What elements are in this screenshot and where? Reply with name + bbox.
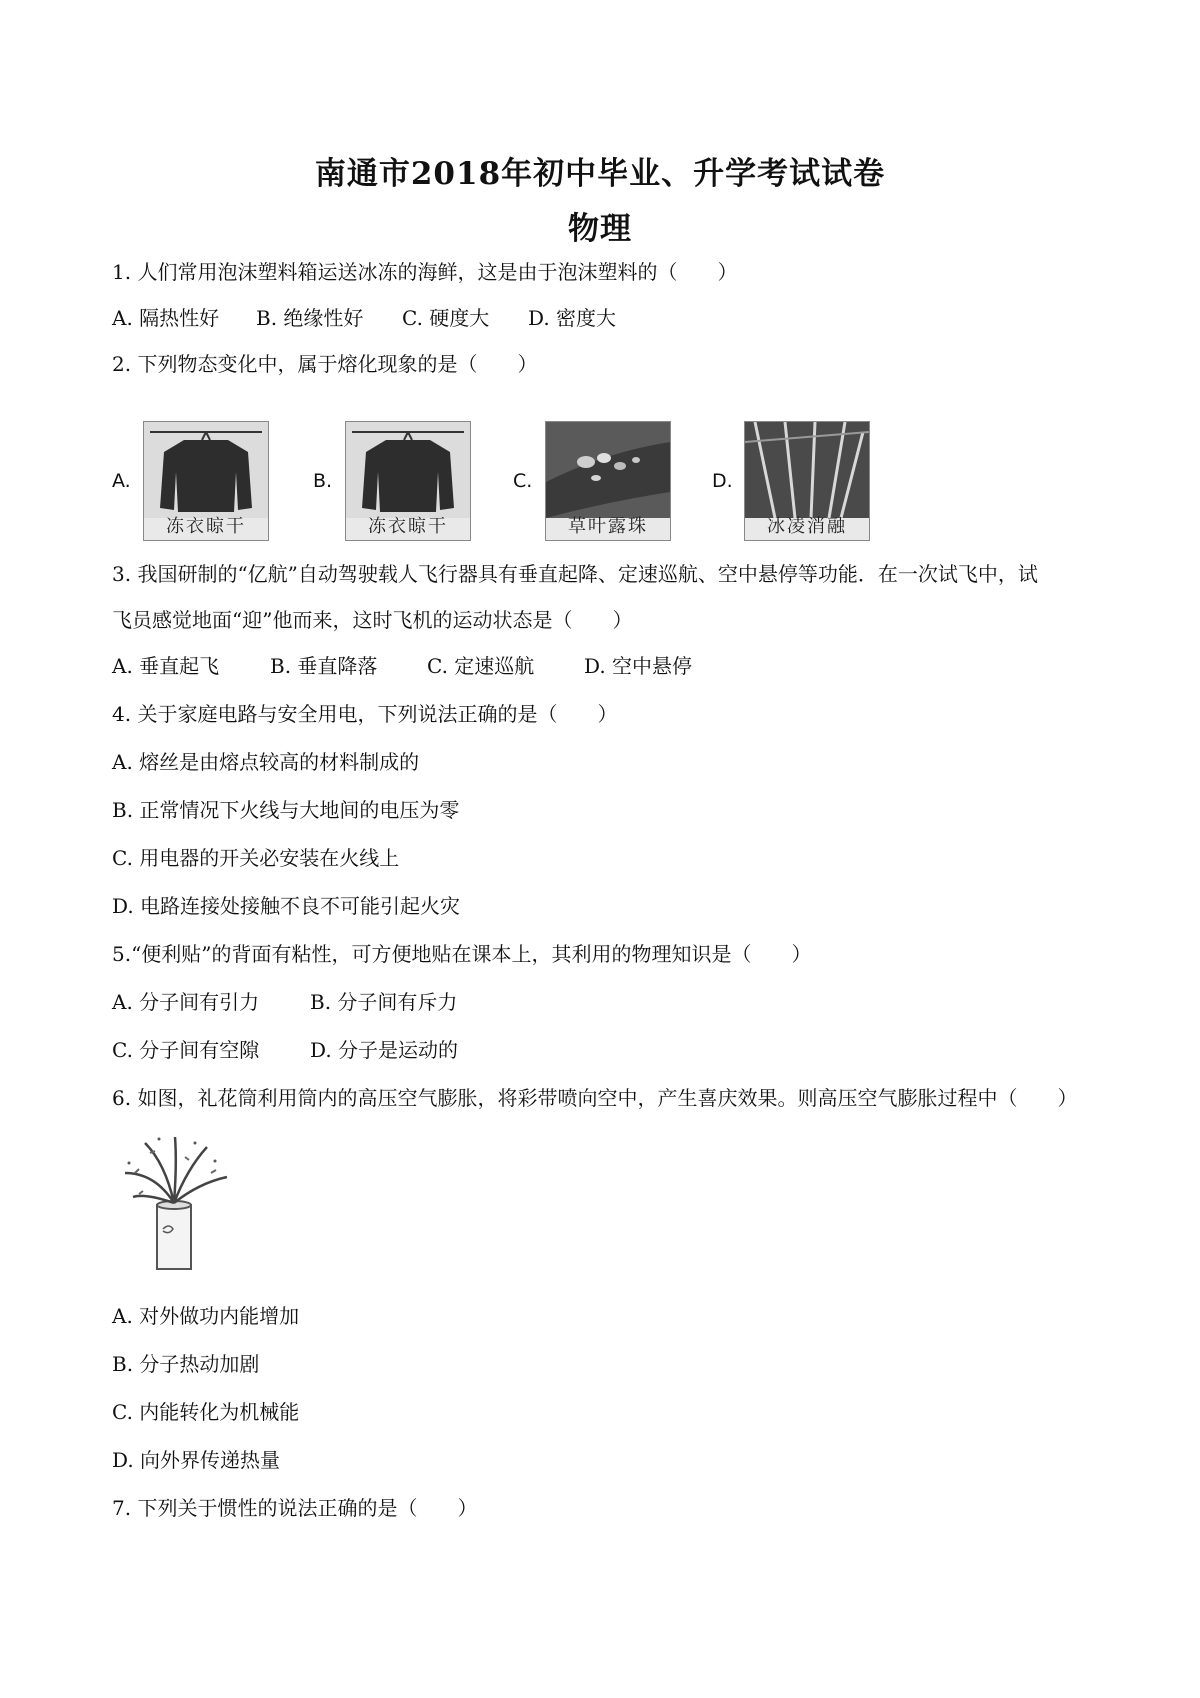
question-6-stem: 6. 如图，礼花筒利用筒内的高压空气膨胀，将彩带喷向空中，产生喜庆效果。则高压空气膨胀过程中（ ） (112, 1086, 1078, 1110)
icicle-icon (745, 422, 869, 518)
question-6-option-d: D. 向外界传递热量 (112, 1448, 281, 1472)
question-4-option-c: C. 用电器的开关必安装在火线上 (112, 846, 400, 870)
question-3-stem: 3. 我国研制的“亿航”自动驾驶载人飞行器具有垂直起降、定速巡航、空中悬停等功能．在一次试飞中，试 (112, 562, 1038, 586)
question-5-option-c: C. 分子间有空隙 (112, 1038, 260, 1062)
question-1-option-c: C. 硬度大 (402, 306, 490, 330)
sweater-photo-b (345, 421, 471, 541)
question-5-options-row1 (112, 988, 457, 1016)
question-3-options (112, 652, 692, 680)
figure-d-caption: 冰凌消融 (767, 516, 847, 537)
question-3-stem-cont: 飞员感觉地面“迎”他而来，这时飞机的运动状态是（ ） (112, 608, 633, 632)
figure-a-label: A. (112, 470, 131, 492)
icicle-photo (744, 421, 870, 541)
figure-b-caption: 冻衣晾干 (368, 516, 448, 537)
question-1-options (112, 304, 616, 332)
question-4-stem: 4. 关于家庭电路与安全用电，下列说法正确的是（ ） (112, 702, 618, 726)
question-4-option-d: D. 电路连接处接触不良不可能引起火灾 (112, 894, 461, 918)
question-6-option-c: C. 内能转化为机械能 (112, 1400, 300, 1424)
exam-title: 南通市2018年初中毕业、升学考试试卷 (314, 156, 886, 192)
question-3-option-b: B. 垂直降落 (270, 654, 378, 678)
figure-d-label: D. (712, 470, 733, 492)
subject-title: 物理 (568, 211, 632, 247)
dew-drops-icon (546, 422, 670, 518)
sweater-photo-a (143, 421, 269, 541)
figure-c-caption: 草叶露珠 (568, 516, 648, 537)
question-5-stem: 5.“便利贴”的背面有粘性，可方便地贴在课本上，其利用的物理知识是（ ） (112, 942, 812, 966)
question-2-stem: 2. 下列物态变化中，属于熔化现象的是（ ） (112, 352, 538, 376)
question-3-option-d: D. 空中悬停 (584, 654, 693, 678)
party-popper-drawing (115, 1133, 235, 1273)
question-3-option-c: C. 定速巡航 (427, 654, 535, 678)
question-7-stem: 7. 下列关于惯性的说法正确的是（ ） (112, 1496, 478, 1520)
question-4-option-a: A. 熔丝是由熔点较高的材料制成的 (112, 750, 420, 774)
figure-a-caption: 冻衣晾干 (166, 516, 246, 537)
question-5-option-b: B. 分子间有斥力 (310, 990, 458, 1014)
question-5-option-a: A. 分子间有引力 (112, 990, 260, 1014)
question-5-options-row2 (112, 1036, 458, 1064)
figure-c-label: C. (513, 470, 533, 492)
question-6-option-a: A. 对外做功内能增加 (112, 1304, 300, 1328)
question-3-option-a: A. 垂直起飞 (112, 654, 220, 678)
question-6-option-b: B. 分子热动加剧 (112, 1352, 260, 1376)
question-1-stem: 1. 人们常用泡沫塑料箱运送冰冻的海鲜，这是由于泡沫塑料的（ ） (112, 260, 738, 284)
question-4-option-b: B. 正常情况下火线与大地间的电压为零 (112, 798, 460, 822)
question-1-option-a: A. 隔热性好 (112, 306, 220, 330)
sweater-icon (144, 422, 268, 518)
sweater-icon (346, 422, 470, 518)
figure-b-label: B. (313, 470, 333, 492)
question-5-option-d: D. 分子是运动的 (310, 1038, 459, 1062)
party-popper-icon (115, 1133, 235, 1273)
dew-photo (545, 421, 671, 541)
question-1-option-d: D. 密度大 (528, 306, 617, 330)
question-1-option-b: B. 绝缘性好 (256, 306, 364, 330)
